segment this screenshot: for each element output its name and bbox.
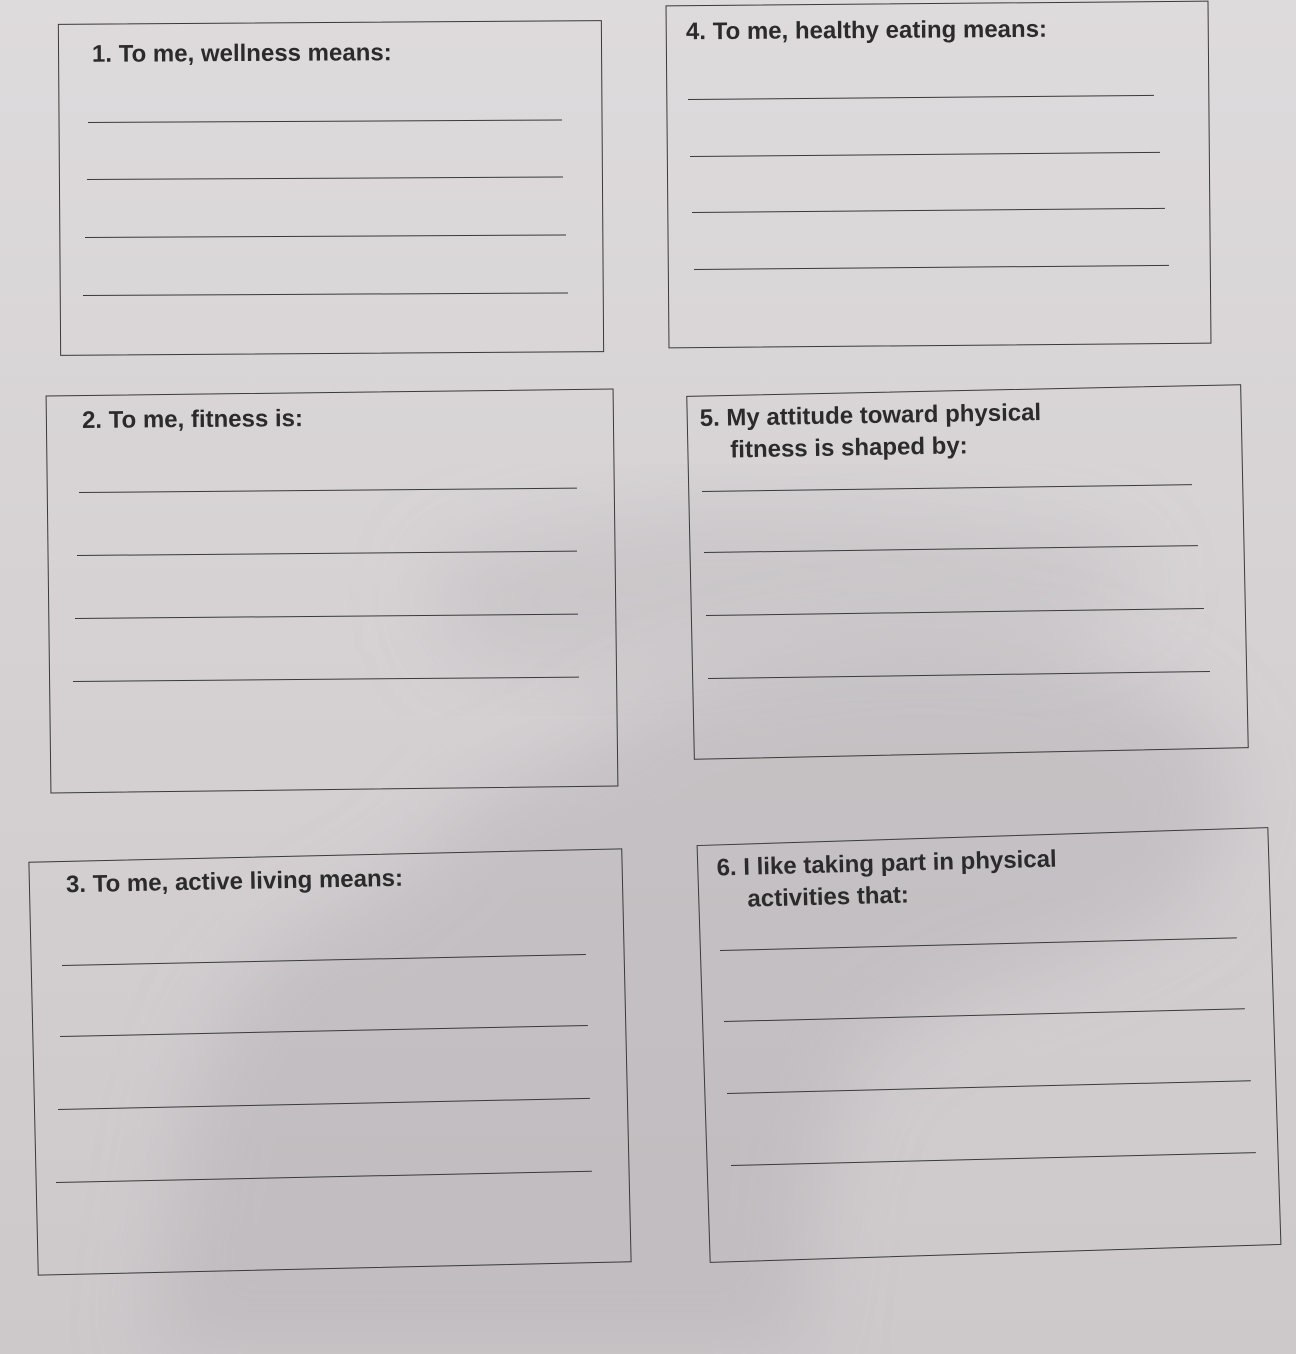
prompt-2-number: 2. xyxy=(81,406,103,434)
prompt-4-number: 4. xyxy=(685,18,707,46)
prompt-5-text: My attitude toward physical xyxy=(726,399,1042,432)
prompt-2-text: To me, fitness is: xyxy=(108,405,304,434)
prompt-5-number: 5. xyxy=(699,404,720,432)
prompt-6-text-line2: activities that: xyxy=(747,881,910,913)
prompt-6 xyxy=(716,844,1058,917)
prompt-1-number: 1. xyxy=(91,40,113,68)
prompt-6-number: 6. xyxy=(716,853,737,882)
question-box-2 xyxy=(46,389,619,794)
prompt-3 xyxy=(66,863,404,901)
prompt-3-number: 3. xyxy=(65,870,87,899)
prompt-6-text: I like taking part in physical xyxy=(742,845,1057,881)
question-box-3 xyxy=(28,848,631,1275)
prompt-1-text: To me, wellness means: xyxy=(118,39,392,68)
question-box-4 xyxy=(666,1,1212,349)
prompt-5-text-line2: fitness is shaped by: xyxy=(730,432,968,464)
prompt-2 xyxy=(82,403,303,437)
prompt-1 xyxy=(92,37,392,71)
prompt-4 xyxy=(686,14,1047,49)
prompt-3-text: To me, active living means: xyxy=(92,864,404,898)
prompt-4-text: To me, healthy eating means: xyxy=(712,15,1048,46)
prompt-5 xyxy=(699,397,1041,467)
